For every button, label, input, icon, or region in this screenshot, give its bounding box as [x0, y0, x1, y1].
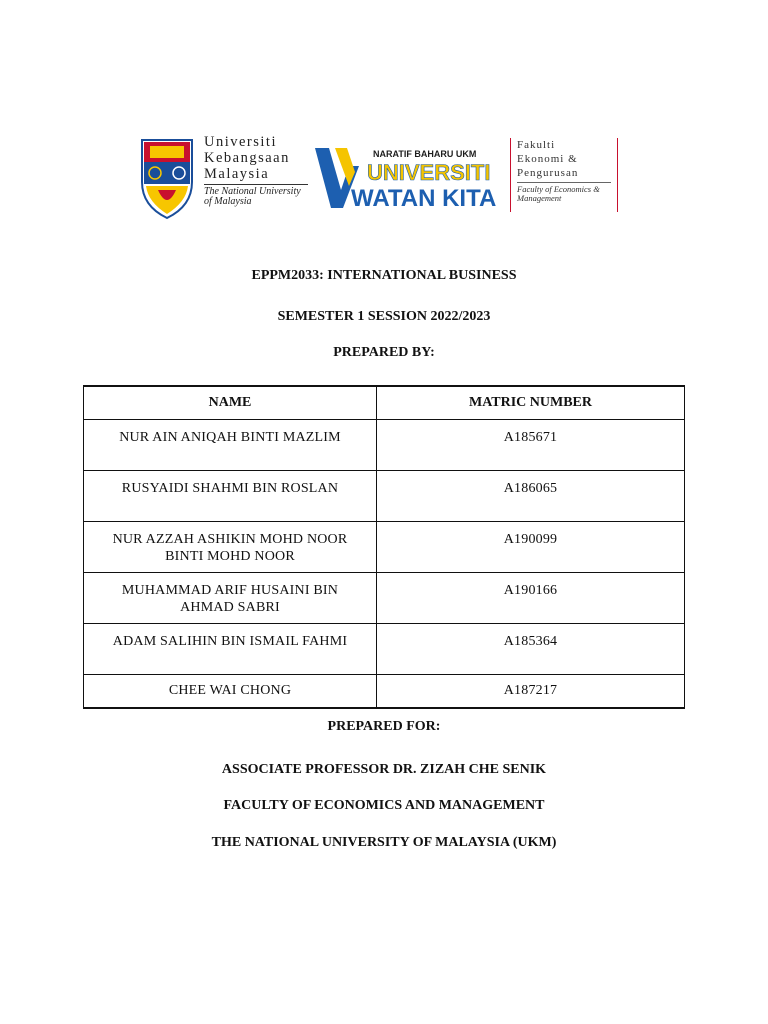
member-matric: A190166 — [503, 583, 558, 598]
semester-title: SEMESTER 1 SESSION 2022/2023 — [277, 309, 491, 324]
matric-column-header: MATRIC NUMBER — [377, 386, 685, 420]
faculty-line-3: Pengurusan — [517, 167, 579, 179]
members-table — [83, 385, 685, 709]
member-matric: A186065 — [503, 481, 558, 496]
table-row — [84, 624, 685, 675]
faculty-subtitle-2: Management — [517, 193, 562, 203]
member-name: NUR AZZAH ASHIKIN MOHD NOOR BINTI MOHD NOOR — [112, 532, 348, 564]
member-name: NUR AIN ANIQAH BINTI MAZLIM — [119, 430, 341, 445]
universiti-watan-kita-logo — [315, 146, 505, 210]
member-name: CHEE WAI CHONG — [168, 683, 292, 698]
ukm-line-2: Kebangsaan — [204, 150, 290, 166]
ukm-crest-icon — [138, 136, 196, 220]
faculty-subtitle-1: Faculty of Economics & — [517, 184, 600, 194]
ukm-subtitle-2: of Malaysia — [204, 196, 252, 207]
ukm-subtitle — [204, 184, 308, 207]
member-matric: A190099 — [503, 532, 558, 547]
table-row — [84, 573, 685, 624]
table-row — [84, 675, 685, 709]
member-name: RUSYAIDI SHAHMI BIN ROSLAN — [121, 481, 339, 496]
table-header-row — [84, 386, 685, 420]
ukm-line-3: Malaysia — [204, 166, 270, 182]
member-name: ADAM SALIHIN BIN ISMAIL FAHMI — [112, 634, 348, 649]
prepared-for-label: PREPARED FOR: — [327, 719, 441, 734]
member-matric: A187217 — [503, 683, 558, 698]
lecturer-name: ASSOCIATE PROFESSOR DR. ZIZAH CHE SENIK — [221, 762, 547, 777]
faculty-subtitle — [517, 182, 611, 203]
faculty-logo — [510, 138, 618, 212]
ukm-wordmark — [204, 134, 308, 207]
faculty-name: FACULTY OF ECONOMICS AND MANAGEMENT — [223, 798, 545, 813]
ukm-line-1: Universiti — [204, 134, 277, 150]
campaign-word-2: WATAN KITA — [351, 185, 497, 210]
table-row — [84, 522, 685, 573]
campaign-tagline: NARATIF BAHARU UKM — [373, 149, 477, 159]
campaign-word-1: UNIVERSITI — [367, 160, 491, 185]
faculty-line-2: Ekonomi & — [517, 153, 578, 165]
ukm-subtitle-1: The National University — [204, 186, 301, 197]
table-row — [84, 471, 685, 522]
logo-header — [138, 132, 628, 222]
prepared-by-label: PREPARED BY: — [333, 345, 435, 360]
faculty-line-1: Fakulti — [517, 139, 556, 151]
table-row — [84, 420, 685, 471]
member-matric: A185671 — [503, 430, 558, 445]
course-title: EPPM2033: INTERNATIONAL BUSINESS — [251, 268, 517, 283]
member-name: MUHAMMAD ARIF HUSAINI BIN AHMAD SABRI — [121, 583, 339, 615]
member-matric: A185364 — [503, 634, 558, 649]
name-column-header: NAME — [84, 386, 377, 420]
university-name: THE NATIONAL UNIVERSITY OF MALAYSIA (UKM) — [211, 835, 557, 850]
